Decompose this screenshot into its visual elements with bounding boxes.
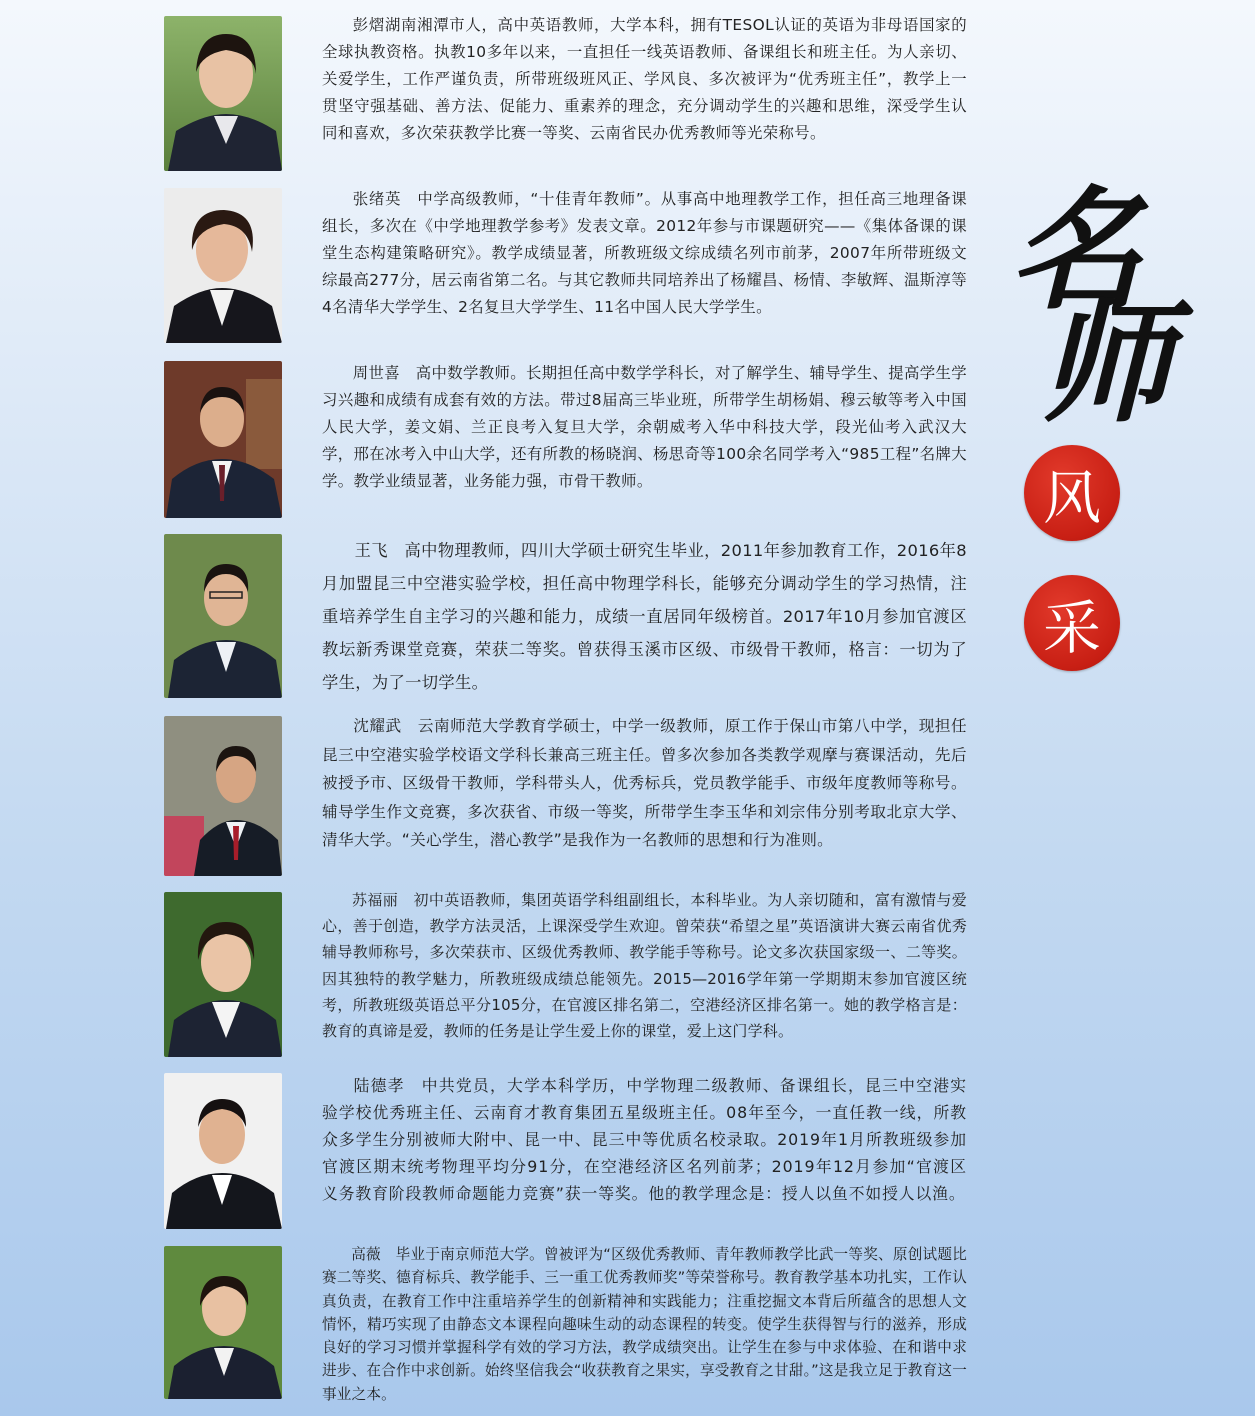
teacher-photo: [164, 534, 282, 698]
teacher-photo: [164, 188, 282, 343]
teacher-bio: 沈耀武 云南师范大学教育学硕士，中学一级教师，原工作于保山市第八中学，现担任昆三中空港实验学校语文学科长兼高三班主任。曾多次参加各类教学观摩与赛课活动，先后被授予市、区级骨干教师，学科带头人，优秀标兵，党员教学能手、市级年度教师等称号。辅导学生作文竞赛，多次获省、市级一等奖，所带学生李玉华和刘宗伟分别考取北京大学、清华大学。“关心学生，潜心教学”是我作为一名教师的思想和行为准则。: [322, 717, 967, 849]
teacher-photo: [164, 1073, 282, 1229]
teacher-bio: 苏福丽 初中英语教师，集团英语学科组副组长，本科毕业。为人亲切随和，富有激情与爱心，善于创造，教学方法灵活，上课深受学生欢迎。曾荣获“希望之星”英语演讲大赛云南省优秀辅导教师称号，多次荣获市、区级优秀教师、教学能手等称号。论文多次获国家级一、二等奖。因其独特的教学魅力，所教班级成绩总能领先。2015—2016学年第一学期期末参加官渡区统考，所教班级英语总平分105分，在官渡区排名第二，空港经济区排名第一。她的教学格言是：教育的真谛是爱，教师的任务是让学生爱上你的课堂，爱上这门学科。: [322, 891, 967, 1041]
teacher-photo: [164, 892, 282, 1057]
seal-cai: [1024, 575, 1120, 671]
teacher-photo: [164, 16, 282, 171]
teacher-bio: 高薇 毕业于南京师范大学。曾被评为“区级优秀教师、青年教师教学比武一等奖、原创试题比赛二等奖、德育标兵、教学能手、三一重工优秀教师奖”等荣誉称号。教育教学基本功扎实，工作认真负责，在教育工作中注重培养学生的创新精神和实践能力；注重挖掘文本背后所蕴含的思想人文情怀，精巧实现了由静态文本课程向趣味生动的动态课程的转变。使学生获得智与行的滋养，形成良好的学习习惯并掌握科学有效的学习方法，教学成绩突出。让学生在参与中求体验、在和谐中求进步、在合作中求创新。始终坚信我会“收获教育之果实，享受教育之甘甜。”这是我立足于教育这一事业之本。: [322, 1246, 967, 1403]
teacher-bio: 王飞 高中物理教师，四川大学硕士研究生毕业，2011年参加教育工作，2016年8月加盟昆三中空港实验学校，担任高中物理学科长，能够充分调动学生的学习热情，注重培养学生自主学习的兴趣和能力，成绩一直居同年级榜首。2017年10月参加官渡区教坛新秀课堂竞赛，荣获二等奖。曾获得玉溪市区级、市级骨干教师，格言：一切为了学生，为了一切学生。: [322, 541, 967, 692]
title-shi: 师: [1040, 286, 1172, 441]
teacher-photo: [164, 716, 282, 876]
teacher-bio: 彭熠湖南湘潭市人，高中英语教师，大学本科，拥有TESOL认证的英语为非母语国家的全球执教资格。执教10多年以来，一直担任一线英语教师、备课组长和班主任。为人亲切、关爱学生，工作严谨负责，所带班级班风正、学风良、多次被评为“优秀班主任”，教学上一贯坚守强基础、善方法、促能力、重素养的理念，充分调动学生的兴趣和思维，深受学生认同和喜欢，多次荣获教学比赛一等奖、云南省民办优秀教师等光荣称号。: [322, 16, 967, 142]
teacher-photo: [164, 361, 282, 518]
seal-cai-char: 采: [1042, 594, 1101, 662]
teacher-bio: 张绪英 中学高级教师，“十佳青年教师”。从事高中地理教学工作，担任高三地理备课组长，多次在《中学地理教学参考》发表文章。2012年参与市课题研究——《集体备课的课堂生态构建策略研究》。教学成绩显著，所教班级文综成绩名列市前茅，2007年所带班级文综最高277分，居云南省第二名。与其它教师共同培养出了杨耀昌、杨情、李敏辉、温斯淳等4名清华大学学生、2名复旦大学学生、11名中国人民大学学生。: [322, 190, 967, 316]
title-ming: 名: [1010, 173, 1142, 328]
seal-feng-char: 风: [1042, 464, 1101, 532]
teacher-photo: [164, 1246, 282, 1399]
seal-feng: [1024, 445, 1120, 541]
teacher-bio: 陆德孝 中共党员，大学本科学历，中学物理二级教师、备课组长，昆三中空港实验学校优秀班主任、云南育才教育集团五星级班主任。08年至今，一直任教一线，所教众多学生分别被师大附中、昆一中、昆三中等优质名校录取。2019年1月所教班级参加官渡区期末统考物理平均分91分，在空港经济区名列前茅；2019年12月参加“官渡区义务教育阶段教师命题能力竞赛”获一等奖。他的教学理念是：授人以鱼不如授人以渔。: [322, 1076, 967, 1203]
teacher-bio: 周世喜 高中数学教师。长期担任高中数学学科长，对了解学生、辅导学生、提高学生学习兴趣和成绩有成套有效的方法。带过8届高三毕业班，所带学生胡杨娟、穆云敏等考入中国人民大学，姜文娟、兰正良考入复旦大学，余朝威考入华中科技大学，段光仙考入武汉大学，邢在冰考入中山大学，还有所教的杨晓润、杨思奇等100余名同学考入“985工程”名牌大学。教学业绩显著，业务能力强，市骨干教师。: [322, 364, 967, 490]
